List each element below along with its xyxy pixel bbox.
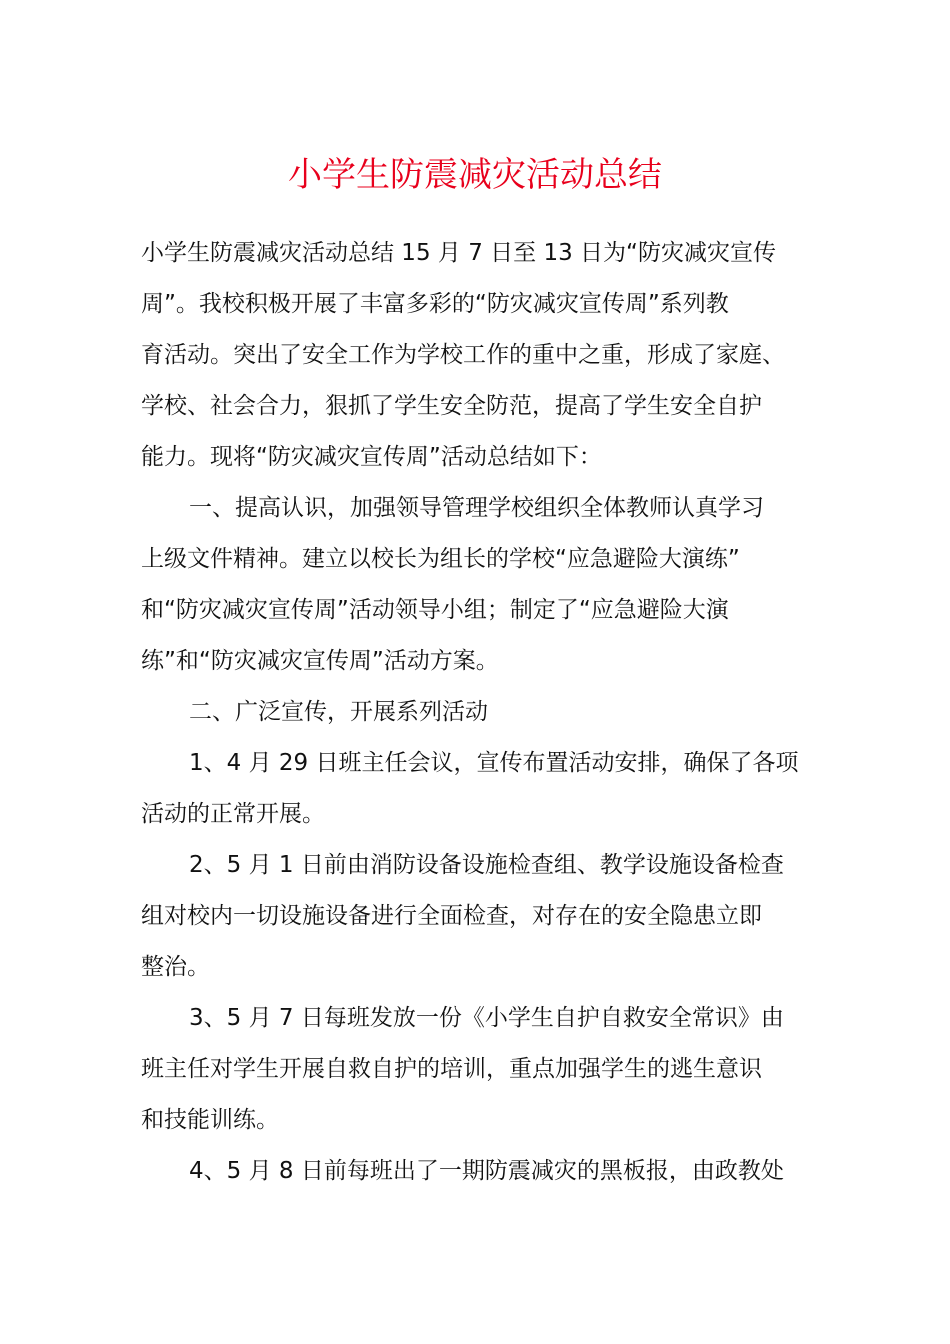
text-line: 和技能训练。	[141, 1107, 279, 1133]
text-line: 2、5 月 1 日前由消防设备设施检查组、教学设施设备检查	[189, 852, 784, 878]
text-line: 1、4 月 29 日班主任会议，宣传布置活动安排，确保了各项	[189, 750, 799, 776]
text-line: 育活动。突出了安全工作为学校工作的重中之重，形成了家庭、	[141, 342, 785, 368]
document-title: 小学生防震减灾活动总结	[288, 155, 662, 195]
text-line: 上级文件精神。建立以校长为组长的学校“应急避险大演练”	[141, 546, 740, 572]
text-line: 二、广泛宣传，开展系列活动	[189, 699, 488, 725]
text-line: 学校、社会合力，狠抓了学生安全防范，提高了学生安全自护	[141, 393, 762, 419]
text-line: 4、5 月 8 日前每班出了一期防震减灾的黑板报，由政教处	[189, 1158, 784, 1184]
text-line: 周”。我校积极开展了丰富多彩的“防灾减灾宣传周”系列教	[141, 291, 729, 317]
text-line: 和“防灾减灾宣传周”活动领导小组；制定了“应急避险大演	[141, 597, 729, 623]
text-line: 班主任对学生开展自救自护的培训，重点加强学生的逃生意识	[141, 1056, 762, 1082]
text-line: 练”和“防灾减灾宣传周”活动方案。	[141, 648, 499, 674]
text-line: 活动的正常开展。	[141, 801, 325, 827]
document-body	[141, 228, 831, 1197]
text-line: 组对校内一切设施设备进行全面检查，对存在的安全隐患立即	[141, 903, 762, 929]
text-line: 能力。现将“防灾减灾宣传周”活动总结如下：	[141, 444, 602, 470]
text-line: 小学生防震减灾活动总结 15 月 7 日至 13 日为“防灾减灾宣传	[141, 240, 776, 266]
text-line: 3、5 月 7 日每班发放一份《小学生自护自救安全常识》由	[189, 1005, 784, 1031]
text-line: 一、提高认识，加强领导管理学校组织全体教师认真学习	[189, 495, 764, 521]
text-line: 整治。	[141, 954, 210, 980]
